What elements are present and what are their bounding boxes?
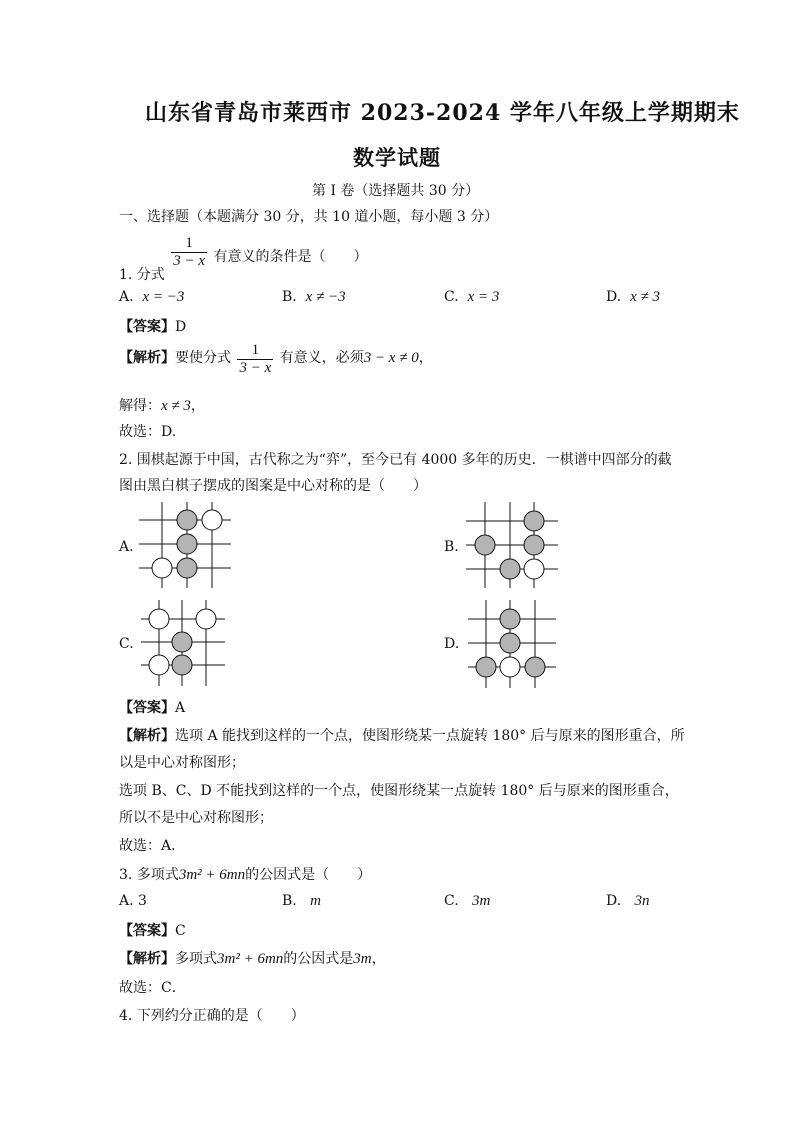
question-2-choose: 故选：A． <box>119 838 186 854</box>
go-stone-gray <box>500 609 520 629</box>
go-stone-gray <box>177 558 197 578</box>
part-heading: 一、选择题（本题满分 30 分，共 10 道小题，每小题 3 分） <box>119 209 499 225</box>
question-2-label-d: D. <box>444 636 460 652</box>
fraction-denominator: 3 − x <box>173 252 206 269</box>
go-stone-gray <box>172 655 192 675</box>
question-2-analysis-line1: 【解析】选项 A 能找到这样的一个点，使图形绕某一点旋转 180° 后与原来的图形重合，所 <box>119 728 685 744</box>
question-3-analysis: 【解析】多项式3m² + 6mn的公因式是3m， <box>119 951 386 967</box>
section-label: 第 I 卷（选择题共 30 分） <box>312 183 480 199</box>
page-title: 山东省青岛市莱西市 2023-2024 学年八年级上学期期末 <box>145 100 740 126</box>
go-stone-gray <box>500 559 520 579</box>
question-3-option-a: A. 3 <box>119 893 147 909</box>
question-1-option-a: A. x = −3 <box>119 289 185 305</box>
go-stone-gray <box>524 511 544 531</box>
question-2-label-a: A. <box>119 539 134 555</box>
question-2-analysis-line2: 以是中心对称图形； <box>119 755 245 771</box>
go-stone-gray <box>172 632 192 652</box>
go-stone-gray <box>475 535 495 555</box>
go-stone-gray <box>476 657 496 677</box>
question-1-stem-end: 有意义的条件是（ ） <box>213 248 368 265</box>
question-4-stem: 4. 下列约分正确的是（ ） <box>119 1008 305 1024</box>
go-stone-white <box>196 609 216 629</box>
go-stone-gray <box>177 534 197 554</box>
go-stone-white <box>524 559 544 579</box>
question-1-option-c: C. x = 3 <box>444 289 500 305</box>
question-3-option-c: C. 3m <box>444 893 491 909</box>
question-1-option-b: B. x ≠ −3 <box>282 289 346 305</box>
question-1-number: 1. 分式 <box>119 266 165 283</box>
question-2-stem-line2: 图由黑白棋子摆成的图案是中心对称的是（ ） <box>119 478 427 494</box>
question-2-analysis-line3: 选项 B、C、D 不能找到这样的一个点，使图形绕某一点旋转 180° 后与原来的图形重合， <box>119 783 679 799</box>
question-3-choose: 故选：C． <box>119 980 186 996</box>
question-3-answer: 【答案】C <box>119 923 186 939</box>
question-3-stem: 3. 多项式3m² + 6mn的公因式是（ ） <box>119 867 372 883</box>
question-1-solve: 解得：x ≠ 3， <box>119 398 205 414</box>
go-board-b <box>462 500 562 590</box>
page-subtitle: 数学试题 <box>353 145 441 170</box>
question-2-answer: 【答案】A <box>119 700 186 716</box>
question-2-label-b: B. <box>444 539 459 555</box>
question-1-stem <box>119 235 368 283</box>
go-stone-gray <box>524 535 544 555</box>
fraction-numerator: 1 <box>185 235 193 251</box>
question-3-option-b: B. m <box>282 893 321 909</box>
go-stone-white <box>149 609 169 629</box>
question-1-choose: 故选：D. <box>119 424 177 440</box>
go-board-a <box>135 500 235 590</box>
question-1-option-d: D. x ≠ 3 <box>606 289 660 305</box>
question-3-option-d: D. 3n <box>606 893 650 909</box>
question-1-answer: 【答案】D <box>119 319 187 335</box>
go-stone-white <box>149 655 169 675</box>
question-2-stem-line1: 2. 围棋起源于中国，古代称之为“弈”，至今已有 4000 多年的历史．一棋谱中四部分的截 <box>119 452 672 468</box>
go-stone-gray <box>525 657 545 677</box>
question-1-fraction <box>171 236 207 270</box>
go-board-d <box>464 598 560 690</box>
go-board-c <box>138 598 228 688</box>
question-1-analysis: 【解析】要使分式 $\frac{1}{3 - x}$ 有意义，必须3 − x ≠ 0， <box>119 342 433 376</box>
go-stone-gray <box>500 633 520 653</box>
go-stone-white <box>500 657 520 677</box>
go-stone-white <box>152 558 172 578</box>
go-stone-white <box>202 510 222 530</box>
question-2-label-c: C. <box>119 636 134 652</box>
question-2-analysis-line4: 所以不是中心对称图形； <box>119 810 273 826</box>
go-stone-gray <box>177 510 197 530</box>
